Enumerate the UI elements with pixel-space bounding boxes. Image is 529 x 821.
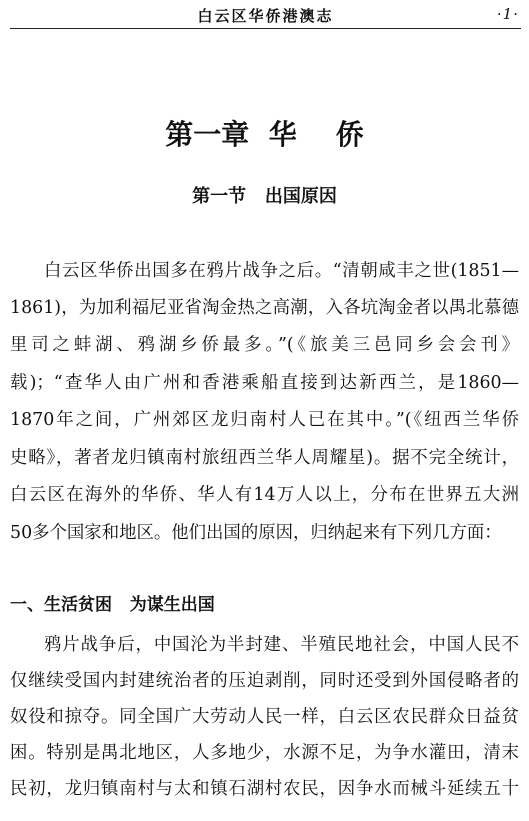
subsection-heading: 一、生活贫困 为谋生出国: [10, 595, 215, 615]
paragraph-line: 1870年之间，广州郊区龙归南村人已在其中。”(《纽西兰华侨: [10, 410, 519, 430]
section-title: 第一节 出国原因: [192, 186, 337, 207]
paragraph-line: 困。特别是禺北地区，人多地少，水源不足，为争水灌田，清末: [10, 743, 519, 763]
paragraph-line: 里司之蚌湖、鸦湖乡侨最多。”(《旅美三邑同乡会会刊》: [10, 335, 519, 355]
chapter-title: 第一章 华 侨: [165, 118, 364, 151]
page-number: ·1·: [496, 5, 519, 23]
page-header: [10, 2, 521, 29]
paragraph-line: 奴役和掠夺。同全国广大劳动人民一样，白云区农民群众日益贫: [10, 707, 519, 727]
paragraph-line: 民初，龙归镇南村与太和镇石湖村农民，因争水而械斗延续五十: [10, 779, 519, 799]
running-title: 白云区华侨港澳志: [197, 7, 334, 25]
paragraph-line: 鸦片战争后，中国沦为半封建、半殖民地社会，中国人民不: [44, 635, 519, 655]
paragraph-line: 50多个国家和地区。他们出国的原因，归纳起来有下列几方面：: [10, 523, 502, 543]
paragraph-line: 载)；“查华人由广州和香港乘船直接到达新西兰，是1860—: [10, 373, 519, 393]
paragraph-line: 仅继续受国内封建统治者的压迫剥削，同时还受到外国侵略者的: [10, 671, 519, 691]
paragraph-line: 白云区在海外的华侨、华人有14万人以上，分布在世界五大洲: [10, 485, 519, 505]
paragraph-line: 1861)，为加利福尼亚省淘金热之高潮，入各坑淘金者以禺北慕德: [10, 298, 519, 318]
paragraph-line: 白云区华侨出国多在鸦片战争之后。“清朝咸丰之世(1851—: [44, 261, 519, 281]
paragraph-line: 史略》，著者龙归镇南村旅纽西兰华人周耀星)。据不完全统计，: [10, 448, 519, 468]
